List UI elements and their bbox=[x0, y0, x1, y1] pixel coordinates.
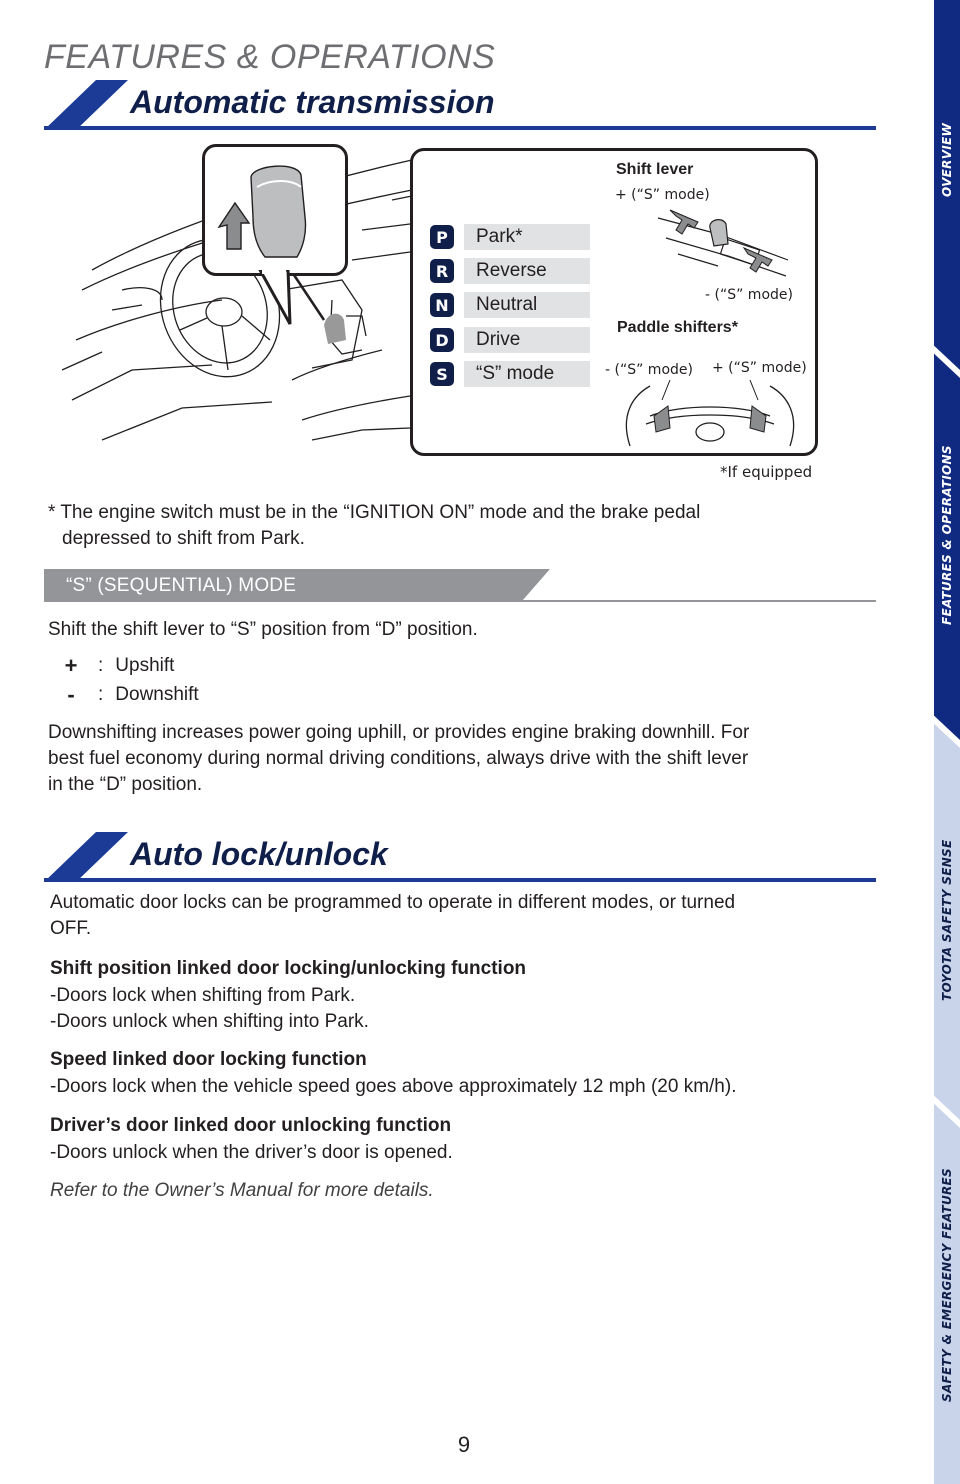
upshift-label: Upshift bbox=[115, 655, 175, 676]
shift-linked-line2: -Doors unlock when shifting into Park. bbox=[50, 1011, 369, 1032]
automatic-transmission-title: Automatic transmission bbox=[130, 84, 495, 120]
upshift-colon: : bbox=[98, 655, 104, 676]
owners-manual-note: Refer to the Owner’s Manual for more details. bbox=[50, 1180, 434, 1201]
callout-pointer bbox=[250, 270, 310, 330]
gear-p-badge: P bbox=[430, 225, 454, 249]
auto-lock-intro-line2: OFF. bbox=[50, 918, 92, 939]
ignition-footnote-line1: * The engine switch must be in the “IGNITION ON” mode and the brake pedal bbox=[48, 502, 701, 523]
speed-linked-title-text: Speed linked door locking function bbox=[50, 1049, 367, 1070]
driver-door-title-text: Driver’s door linked door unlocking function bbox=[50, 1115, 452, 1136]
gear-d-label: Drive bbox=[464, 327, 590, 353]
paddle-minus-label: - (“S” mode) bbox=[605, 362, 693, 378]
gear-row-park bbox=[430, 223, 590, 251]
s-mode-paragraph-line3: in the “D” position. bbox=[48, 774, 203, 795]
auto-lock-heading bbox=[44, 832, 876, 882]
paddle-shifters-icon bbox=[620, 376, 800, 448]
shift-lever-icon bbox=[648, 204, 798, 288]
gear-p-label: Park* bbox=[464, 224, 590, 250]
driver-door-title bbox=[50, 1113, 878, 1139]
s-mode-banner-title: “S” (SEQUENTIAL) MODE bbox=[66, 575, 297, 596]
auto-lock-intro-line1: Automatic door locks can be programmed to operate in different modes, or turned bbox=[50, 892, 736, 913]
s-mode-paragraph-line1: Downshifting increases power going uphill, or provides engine braking downhill. For bbox=[48, 722, 750, 743]
upshift-row bbox=[60, 653, 174, 679]
minus-symbol: - bbox=[67, 682, 75, 707]
ignition-footnote-line2: depressed to shift from Park. bbox=[62, 528, 305, 549]
side-tab-overview[interactable]: OVERVIEW bbox=[940, 122, 954, 198]
automatic-transmission-heading bbox=[44, 80, 876, 130]
shift-linked-line1: -Doors lock when shifting from Park. bbox=[50, 985, 356, 1006]
gear-r-badge: R bbox=[430, 259, 454, 283]
gear-row-s-mode bbox=[430, 360, 590, 388]
gear-n-label: Neutral bbox=[464, 292, 590, 318]
shift-lever-minus-label: - (“S” mode) bbox=[705, 287, 793, 303]
auto-lock-title: Auto lock/unlock bbox=[130, 836, 388, 872]
downshift-label: Downshift bbox=[115, 684, 199, 705]
speed-linked-line1: -Doors lock when the vehicle speed goes above approximately 12 mph (20 km/h). bbox=[50, 1076, 737, 1097]
gear-s-badge: S bbox=[430, 362, 454, 386]
paddle-shifters-title: Paddle shifters* bbox=[617, 319, 738, 336]
gear-row-drive bbox=[430, 326, 590, 354]
driver-door-line1: -Doors unlock when the driver’s door is opened. bbox=[50, 1142, 453, 1163]
side-tab-toyota-safety-sense[interactable]: TOYOTA SAFETY SENSE bbox=[940, 839, 954, 1001]
plus-symbol: + bbox=[64, 653, 78, 678]
gear-s-label: “S” mode bbox=[464, 361, 590, 387]
gear-row-neutral bbox=[430, 291, 590, 319]
rail-gutter bbox=[928, 0, 934, 1484]
shift-linked-title-text: Shift position linked door locking/unlocking function bbox=[50, 958, 527, 979]
section-title: FEATURES & OPERATIONS bbox=[44, 38, 496, 76]
shift-linked-title bbox=[50, 956, 878, 982]
shift-knob-closeup bbox=[202, 144, 348, 276]
s-mode-intro: Shift the shift lever to “S” position from “D” position. bbox=[48, 619, 478, 640]
s-mode-paragraph-line2: best fuel economy during normal driving conditions, always drive with the shift lever bbox=[48, 748, 749, 769]
gear-n-badge: N bbox=[430, 293, 454, 317]
downshift-row bbox=[60, 682, 199, 708]
speed-linked-title bbox=[50, 1047, 878, 1073]
shift-lever-title: Shift lever bbox=[616, 161, 694, 178]
paddle-plus-label: + (“S” mode) bbox=[712, 360, 807, 376]
gear-row-reverse bbox=[430, 257, 590, 285]
gear-d-badge: D bbox=[430, 328, 454, 352]
page-number: 9 bbox=[457, 1432, 471, 1457]
shift-lever-plus-label: + (“S” mode) bbox=[615, 187, 710, 203]
s-mode-banner bbox=[44, 569, 876, 603]
side-tab-features-operations[interactable]: FEATURES & OPERATIONS bbox=[940, 445, 954, 625]
downshift-colon: : bbox=[98, 684, 104, 705]
if-equipped-note: *If equipped bbox=[720, 463, 813, 481]
side-tab-safety-emergency[interactable]: SAFETY & EMERGENCY FEATURES bbox=[940, 1168, 954, 1403]
shift-knob-icon bbox=[205, 147, 345, 273]
gear-r-label: Reverse bbox=[464, 258, 590, 284]
